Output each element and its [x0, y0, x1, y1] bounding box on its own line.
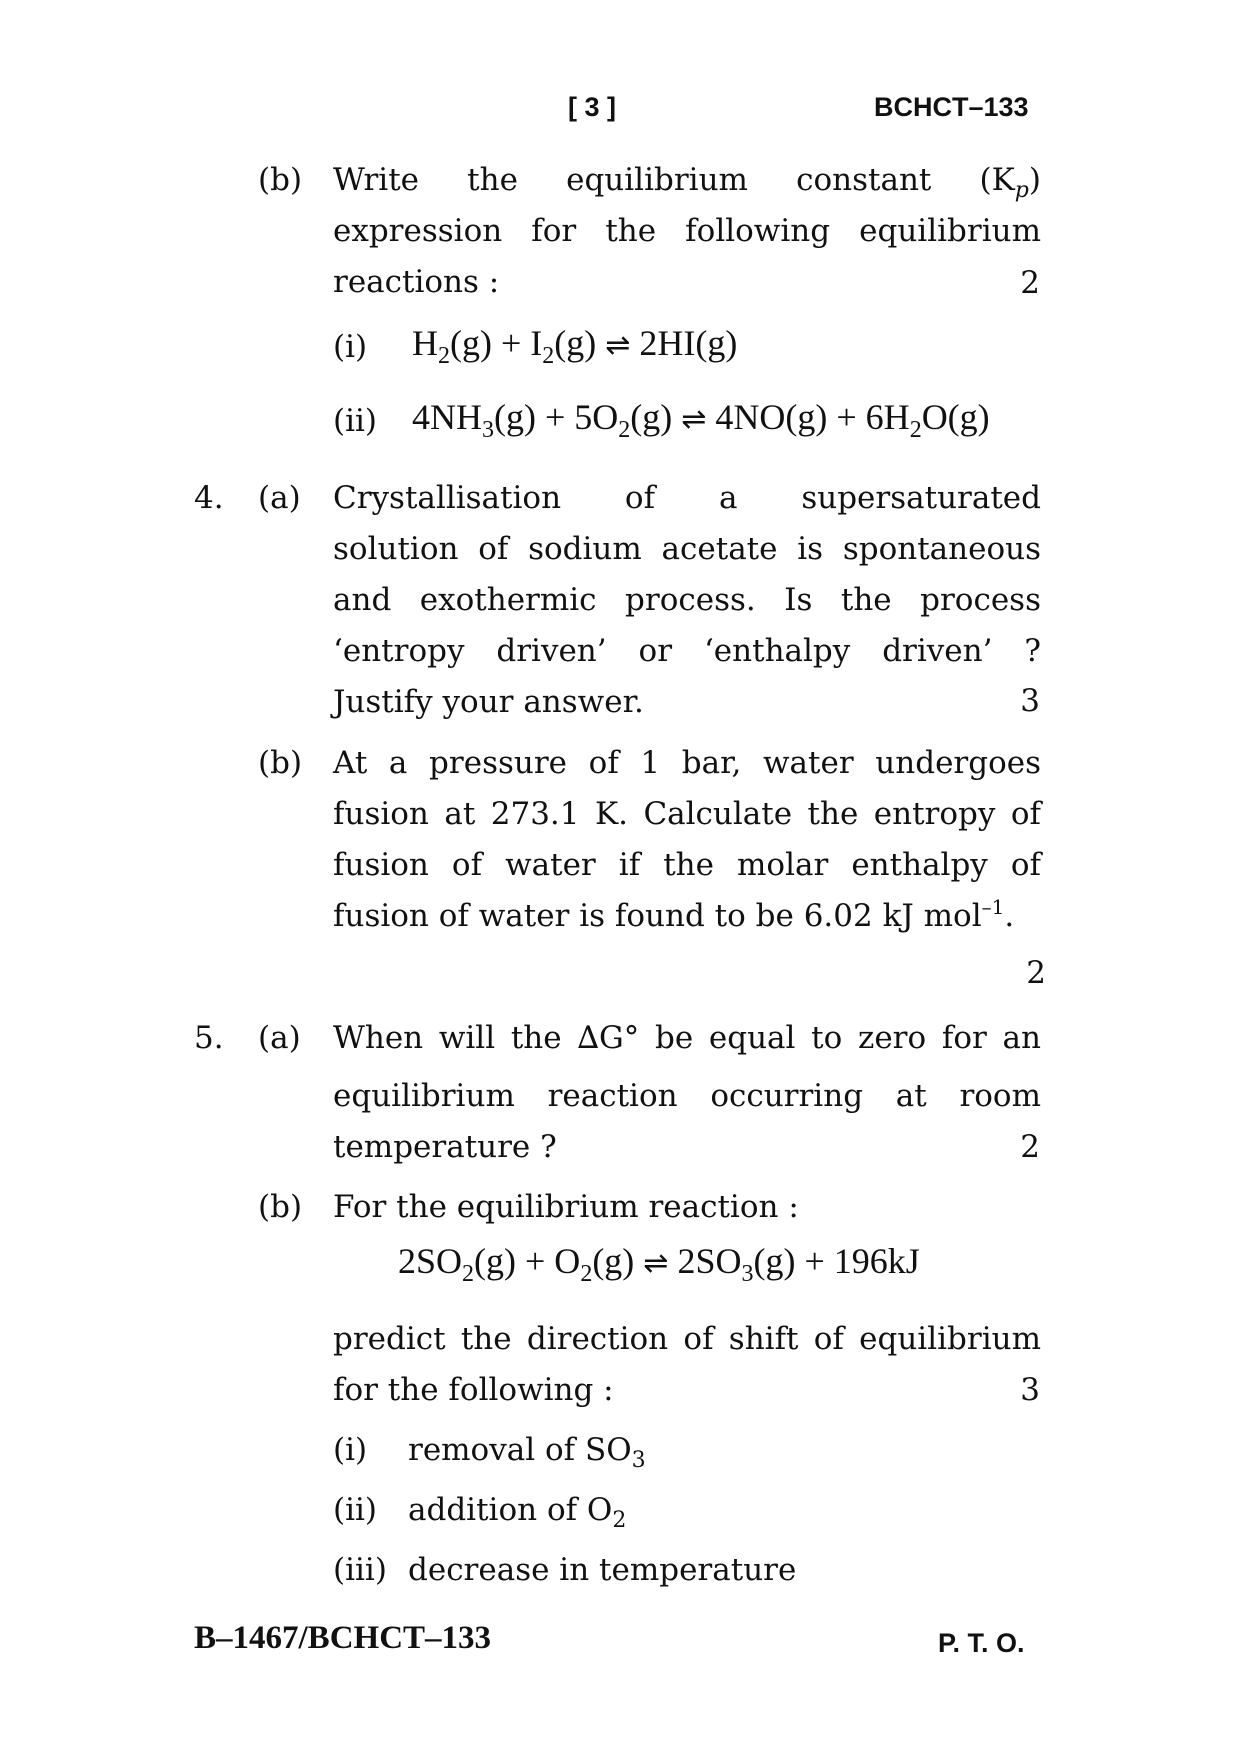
q5b-line-2: for the following :: [333, 1372, 614, 1408]
item-text: addition of O: [408, 1492, 613, 1528]
q4-number: 4.: [194, 480, 224, 516]
q4b-line-4: [333, 891, 1041, 942]
page-number: [ 3 ]: [568, 92, 617, 122]
q5b-item-i: [408, 1425, 646, 1476]
q4a-label: (a): [258, 480, 301, 516]
item-sub: 3: [631, 1448, 646, 1474]
q3b-line-1: [333, 155, 1041, 206]
q5b-marks: 3: [1020, 1372, 1040, 1408]
q5b-line-1: predict the direction of shift of equilibrium: [333, 1321, 1041, 1357]
r1-sub: 2: [542, 343, 555, 370]
q5b-equation: [398, 1240, 920, 1288]
unit-end: .: [1004, 898, 1015, 934]
eq-part: (g) + O: [474, 1241, 581, 1281]
reaction-ii-equation: [412, 396, 990, 444]
course-code-header: BCHCT–133: [874, 92, 1029, 122]
q3b-line-1-text: Write the equilibrium constant (K: [333, 162, 1015, 198]
q5b-label: (b): [258, 1189, 303, 1225]
item-text: removal of SO: [408, 1432, 632, 1468]
q5-number: 5.: [194, 1020, 224, 1056]
q5a-line-1: [333, 1013, 1041, 1064]
item-sub: 2: [612, 1508, 627, 1534]
r1-part: (g) + I: [450, 323, 543, 363]
eq-sub: 3: [741, 1261, 754, 1288]
eq-part: (g) + 196kJ: [753, 1241, 920, 1281]
eq-sub: 2: [580, 1261, 593, 1288]
q5a-marks: 2: [1020, 1129, 1040, 1165]
q4b-line-2: fusion at 273.1 K. Calculate the entropy of: [333, 796, 1041, 832]
eq-part: 2SO: [398, 1241, 463, 1281]
q4a-line-4: ‘entropy driven’ or ‘enthalpy driven’ ?: [333, 633, 1041, 669]
q4a-line-1: Crystallisation of a supersaturated: [333, 480, 1041, 516]
q5b-item-ii-label: (ii): [333, 1492, 378, 1528]
eq-sub: 2: [462, 1261, 475, 1288]
q5a-label: (a): [258, 1020, 301, 1056]
unit-superscript: –1: [981, 895, 1005, 919]
r1-part: H: [412, 323, 438, 363]
item-text: decrease in temperature: [408, 1552, 797, 1588]
q5a-line-3: temperature ?: [333, 1129, 557, 1165]
kp-close: ): [1028, 162, 1041, 198]
kp-subscript: p: [1014, 178, 1029, 204]
q5a-line-1-pre: When will the: [333, 1020, 578, 1056]
r2-part: 4NH: [412, 397, 482, 437]
q4a-line-2: solution of sodium acetate is spontaneous: [333, 531, 1041, 567]
r1-rhs: 2HI(g): [639, 323, 738, 363]
q4b-label: (b): [258, 745, 303, 781]
equilibrium-arrow-icon: ⇌: [605, 328, 631, 363]
r2-part: (g): [630, 397, 673, 437]
r1-part: (g): [554, 323, 597, 363]
q5b-intro: For the equilibrium reaction :: [333, 1189, 799, 1225]
r2-part: O(g): [921, 397, 990, 437]
reaction-i-label: (i): [333, 329, 368, 365]
r2-part: (g) + 5O: [494, 397, 619, 437]
r2-sub: 2: [618, 417, 631, 444]
q4b-line-4-text: fusion of water is found to be 6.02 kJ mol: [333, 898, 982, 934]
equilibrium-arrow-icon: ⇌: [643, 1246, 669, 1281]
q4a-line-3: and exothermic process. Is the process: [333, 582, 1041, 618]
q3b-line-2: expression for the following equilibrium: [333, 213, 1041, 249]
r1-sub: 2: [438, 343, 450, 370]
r2-part: 4NO(g) + 6H: [715, 397, 910, 437]
q5b-item-iii: [408, 1545, 796, 1596]
q5b-item-i-label: (i): [333, 1432, 368, 1468]
footer-pto: P. T. O.: [938, 1628, 1025, 1658]
q5a-line-2: equilibrium reaction occurring at room: [333, 1078, 1041, 1114]
q4a-line-5: Justify your answer.: [333, 684, 644, 720]
eq-part: (g): [592, 1241, 635, 1281]
q4b-marks: 2: [1026, 955, 1046, 991]
r2-sub: 2: [909, 417, 922, 444]
q4b-line-3: fusion of water if the molar enthalpy of: [333, 847, 1041, 883]
q5a-line-1-post: be equal to zero for an: [639, 1020, 1041, 1056]
q3b-marks: 2: [1020, 265, 1040, 301]
q4b-line-1: At a pressure of 1 bar, water undergoes: [333, 745, 1041, 781]
q5b-item-ii: [408, 1485, 626, 1536]
delta-g-symbol: ∆G°: [577, 1020, 640, 1056]
q5b-item-iii-label: (iii): [333, 1552, 387, 1588]
equilibrium-arrow-icon: ⇌: [681, 402, 707, 437]
footer-paper-code: B–1467/BCHCT–133: [194, 1620, 492, 1656]
q3b-label: (b): [258, 162, 303, 198]
reaction-ii-label: (ii): [333, 403, 378, 439]
q4a-marks: 3: [1020, 683, 1040, 719]
r2-sub: 3: [482, 417, 494, 444]
q3b-line-3: reactions :: [333, 264, 500, 300]
eq-part: 2SO: [677, 1241, 742, 1281]
reaction-i-equation: [412, 322, 738, 370]
